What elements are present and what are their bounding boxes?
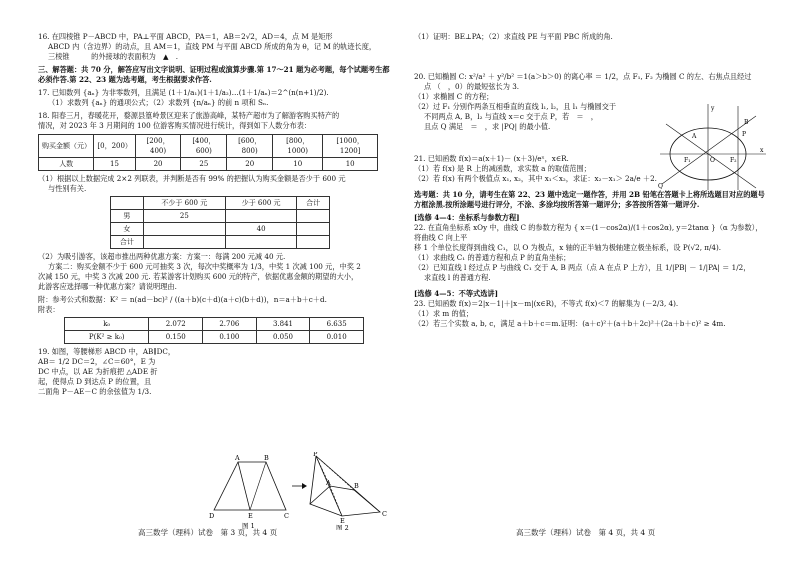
left-page-footer: 高三数学（理科）试卷 第 3 页，共 4 页 (138, 528, 278, 537)
table-header: 少于 600 元 (225, 197, 296, 210)
text-line: ABCD 内（含边界）的动点，且 AM＝1，直线 PM 与平面 ABCD 所成的角为 θ，记 M 的轨迹长度， (48, 42, 377, 51)
edge-pd (310, 456, 316, 504)
table-cell (297, 236, 330, 249)
table-cell: 人数 (39, 158, 94, 171)
appendix-table-label: 附表： (38, 305, 60, 314)
text-line: AB＝ 1/2 DC＝2，∠C＝60°，E 为 (38, 357, 156, 366)
table-cell: 25 (143, 210, 225, 223)
table-cell: 0.150 (149, 331, 203, 344)
text-line: （2）过 F₁ 分别作两条互相垂直的直线 l₁, l₂，且 l₁ 与椭圆交于 (414, 102, 617, 111)
arrow (292, 483, 307, 489)
table-cell: 20 (135, 158, 181, 171)
text-line: 起，使得点 D 到达点 P 的位置，且 (38, 377, 152, 386)
table-cell (297, 223, 330, 236)
question-22 (414, 223, 766, 283)
text-line: 20. 已知椭圆 C: x²/a² ＋ y²/b² ＝1(a＞b＞0) 的离心率 ＝ 1/2，点 F₁, F₂ 为椭圆 C 的左、右焦点且经过 (414, 72, 752, 81)
table-cell: 40 (225, 223, 296, 236)
figure-1 (209, 454, 289, 530)
text-line: 不同两点 A, B，l₂ 与直线 x＝c 交于点 P，若 ＝ ， (424, 112, 598, 121)
label-a: A (692, 133, 697, 140)
label-a2: A (326, 479, 331, 487)
question-23 (414, 299, 766, 329)
question-18 (38, 111, 390, 131)
label-f2: F₂ (730, 157, 737, 164)
table-cell (143, 223, 225, 236)
label-e: E (248, 512, 253, 520)
text-line: 情况，对 2023 年 3 月期间的 100 位游客购买情况进行统计，得到如下人数分布表： (38, 121, 312, 130)
text-line: 三棱锥 的外接球的表面积为 ▲ . (48, 52, 179, 61)
text-line: 18. 阳春三月，春暖花开，婺源县篁岭景区迎来了旅游高峰，某特产超市为了解游客购买特产的 (38, 111, 340, 120)
line-l1 (662, 116, 756, 184)
text-line: （2）若 f(x) 有两个极值点 x₁, x₂，其中 x₁＜x₂，求证：x₂－x₁＞ 2a/e ＋2. (414, 174, 657, 183)
text-line: 二面角 P－AE－C 的余弦值为 1/3. (38, 387, 152, 396)
table-cell: 合计 (111, 236, 144, 249)
text-line: （1）求椭圆 C 的方程； (414, 92, 494, 101)
q19-figures (204, 452, 394, 530)
text-line: 16. 在四棱锥 P－ABCD 中，PA⊥平面 ABCD，PA＝1，AB＝2√2，AD＝4，点 M 是矩形 (38, 32, 333, 41)
appendix-formula: 附：参考公式和数据：K² ＝ n(ad－bc)² / ((a＋b)(c＋d)(a＋c)(b＋d))，n＝a＋b＋c＋d. (38, 295, 327, 304)
question-19 (38, 347, 200, 397)
right-page-footer: 高三数学（理科）试卷 第 4 页，共 4 页 (516, 528, 656, 537)
table-header: [1000，1200] (323, 135, 378, 158)
figure-2-caption: 图 2 (336, 524, 349, 530)
table-header: 不少于 600 元 (143, 197, 225, 210)
label-p: P (313, 452, 318, 458)
table-header: [0，200） (94, 135, 135, 158)
table-cell: 10 (323, 158, 378, 171)
text-line: 且点 Q 满足 ＝ ，求 |PQ| 的最小值. (424, 122, 551, 131)
left-page (38, 32, 390, 397)
label-a: A (235, 454, 240, 462)
question-19-parts: （1）证明：BE⊥PA；（2）求直线 PE 与平面 PBC 所成的角. (414, 32, 613, 41)
label-y: y (711, 105, 715, 112)
text-line: （2）已知直线 l 经过点 P 与曲线 C₁ 交于 A, B 两点（点 A 在点 P 上方），且 1/|PB| － 1/|PA| ＝ 1/2， (414, 263, 751, 272)
table-cell: P(K² ≥ k₀) (65, 331, 149, 344)
ellipse-figure (656, 102, 770, 192)
text-line: （1）求数列 {aₙ} 的通项公式；（2）求数列 {n/aₙ} 的前 n 项和 Sₙ. (48, 98, 269, 107)
critical-value-table (64, 317, 364, 344)
question-17 (38, 88, 390, 108)
table-cell (297, 210, 330, 223)
table-cell: 6.635 (310, 318, 364, 331)
label-e2: E (340, 517, 345, 525)
elective-instructions: 选考题：共 10 分，请考生在第 22、23 题中选定一题作答，并用 2B 铅笔在答题卡上将所选题目对应的题号方框涂黑.按所涂题号进行评分，不涂、多涂均按所答第一题评分；多答按所答第一题评分. (414, 190, 765, 209)
text-line: （2）若三个实数 a, b, c，满足 a＋b＋c＝m.证明：(a＋c)²＋(a＋b＋2c)²＋(2a＋b＋c)² ≥ 4m. (414, 319, 726, 328)
text-line: 此游客应选择哪一种优惠方案？请说明理由. (38, 282, 177, 291)
table-header (111, 197, 144, 210)
figure-1-caption: 图 1 (242, 522, 255, 530)
text-line: （1）若 f(x) 是 R 上的减函数，求实数 a 的取值范围； (414, 164, 591, 173)
table-header: [200，400) (135, 135, 181, 158)
table-cell: k₀ (65, 318, 149, 331)
table-cell: 3.841 (256, 318, 310, 331)
elective-4-5-heading: [选修 4—5：不等式选讲] (414, 289, 498, 298)
label-c2: C (382, 510, 387, 518)
text-line: 19. 如图，等腰梯形 ABCD 中，AB∥DC， (38, 347, 176, 356)
edge-pb (316, 456, 354, 490)
fold-line (238, 462, 250, 510)
elective-4-4-heading: [选修 4—4：坐标系与参数方程] (414, 213, 520, 222)
table-cell: 10 (273, 158, 323, 171)
segment-be (250, 462, 266, 510)
table-cell (225, 210, 296, 223)
text-line: （1）根据以上数据完成 2×2 列联表，并判断是否有 99% 的把握认为购买金额是否少于 600 元 (38, 174, 346, 183)
label-f1: F₁ (684, 157, 691, 164)
label-x: x (760, 147, 764, 154)
label-b: B (744, 119, 749, 126)
label-b2: B (354, 482, 359, 490)
text-line: DC 中点，以 AE 为折痕把 △ADE 折 (38, 367, 158, 376)
table-cell (143, 236, 225, 249)
table-cell: 2.706 (203, 318, 257, 331)
label-o: O (710, 157, 715, 164)
table-cell: 女 (111, 223, 144, 236)
text-line: 移 1 个单位长度得到曲线 C₁，以 O 为极点，x 轴的正半轴为极轴建立极坐标系，设 P(√2, π/4). (414, 243, 722, 252)
question-16 (38, 32, 390, 62)
label-d: D (209, 512, 215, 520)
text-line: 与性别有关. (48, 184, 87, 193)
table-cell: 0.010 (310, 331, 364, 344)
text-line: （1）求曲线 C₁ 的普通方程和点 P 的直角坐标； (414, 253, 571, 262)
table-cell: 0.050 (256, 331, 310, 344)
base-shape (310, 486, 380, 516)
text-line: 21. 已知函数 f(x)＝a(x＋1)－ (x＋3)/eˣ，x∈R. (414, 154, 569, 163)
text-line: （1）求 m 的值； (414, 309, 474, 318)
table-header: [600，800) (227, 135, 273, 158)
trapezoid-shape (214, 462, 286, 510)
purchase-distribution-table (38, 134, 378, 171)
text-line: 17. 已知数列 {aₙ} 为非零数列，且满足 (1＋1/a₁)(1＋1/a₂)…(1＋1/aₙ)＝2^(n(n+1)/2). (38, 88, 329, 97)
label-b: B (264, 454, 269, 462)
table-cell: 0.100 (203, 331, 257, 344)
text-line: 求直线 l 的普通方程. (424, 273, 491, 282)
contingency-table (110, 196, 330, 249)
table-cell: 15 (94, 158, 135, 171)
text-line: 点 （ ，0）的最短弦长为 3. (424, 82, 520, 91)
table-header: 合计 (297, 197, 330, 210)
section-3-heading: 三、解答题：共 70 分，解答应写出文字说明、证明过程或演算步骤.第 17～21 题为必考题，每个试题考生都必须作答.第 22、23 题为选考题，考生根据要求作答. (38, 65, 390, 84)
label-p: P (742, 131, 747, 138)
table-cell: 男 (111, 210, 144, 223)
table-cell (225, 236, 296, 249)
table-cell: 20 (227, 158, 273, 171)
text-line: 次减 150 元，中奖 3 次减 200 元. 若某游客计划购买 600 元的特产，依据优惠金额的期望的大小， (38, 272, 359, 281)
table-header: [400，600) (181, 135, 227, 158)
label-q: Q (658, 183, 663, 190)
text-line: （2）为吸引游客，该超市推出两种优惠方案：方案一：每满 200 元减 40 元. (38, 252, 286, 261)
question-18-part-2 (38, 252, 390, 292)
table-cell: 2.072 (149, 318, 203, 331)
text-line: 23. 已知函数 f(x)＝2|x－1|＋|x－m|(x∈R)，不等式 f(x)＜7 的解集为 (－2/3, 4). (414, 299, 679, 308)
text-line: 22. 在直角坐标系 xOy 中，曲线 C 的参数方程为 { x＝(1－cos2α)/(1＋cos2α), y＝2tanα }（α 为参数），将曲线 C 向上平 (414, 223, 763, 242)
table-header: 购买金额（元） (39, 135, 94, 158)
text-line: 方案二：购买金额不少于 600 元可抽奖 3 次，每次中奖概率为 1/3，中奖 1 次减 100 元，中奖 2 (48, 262, 361, 271)
table-cell: 25 (181, 158, 227, 171)
table-header: [800，1000) (273, 135, 323, 158)
figure-2 (310, 452, 387, 530)
label-c: C (284, 512, 289, 520)
